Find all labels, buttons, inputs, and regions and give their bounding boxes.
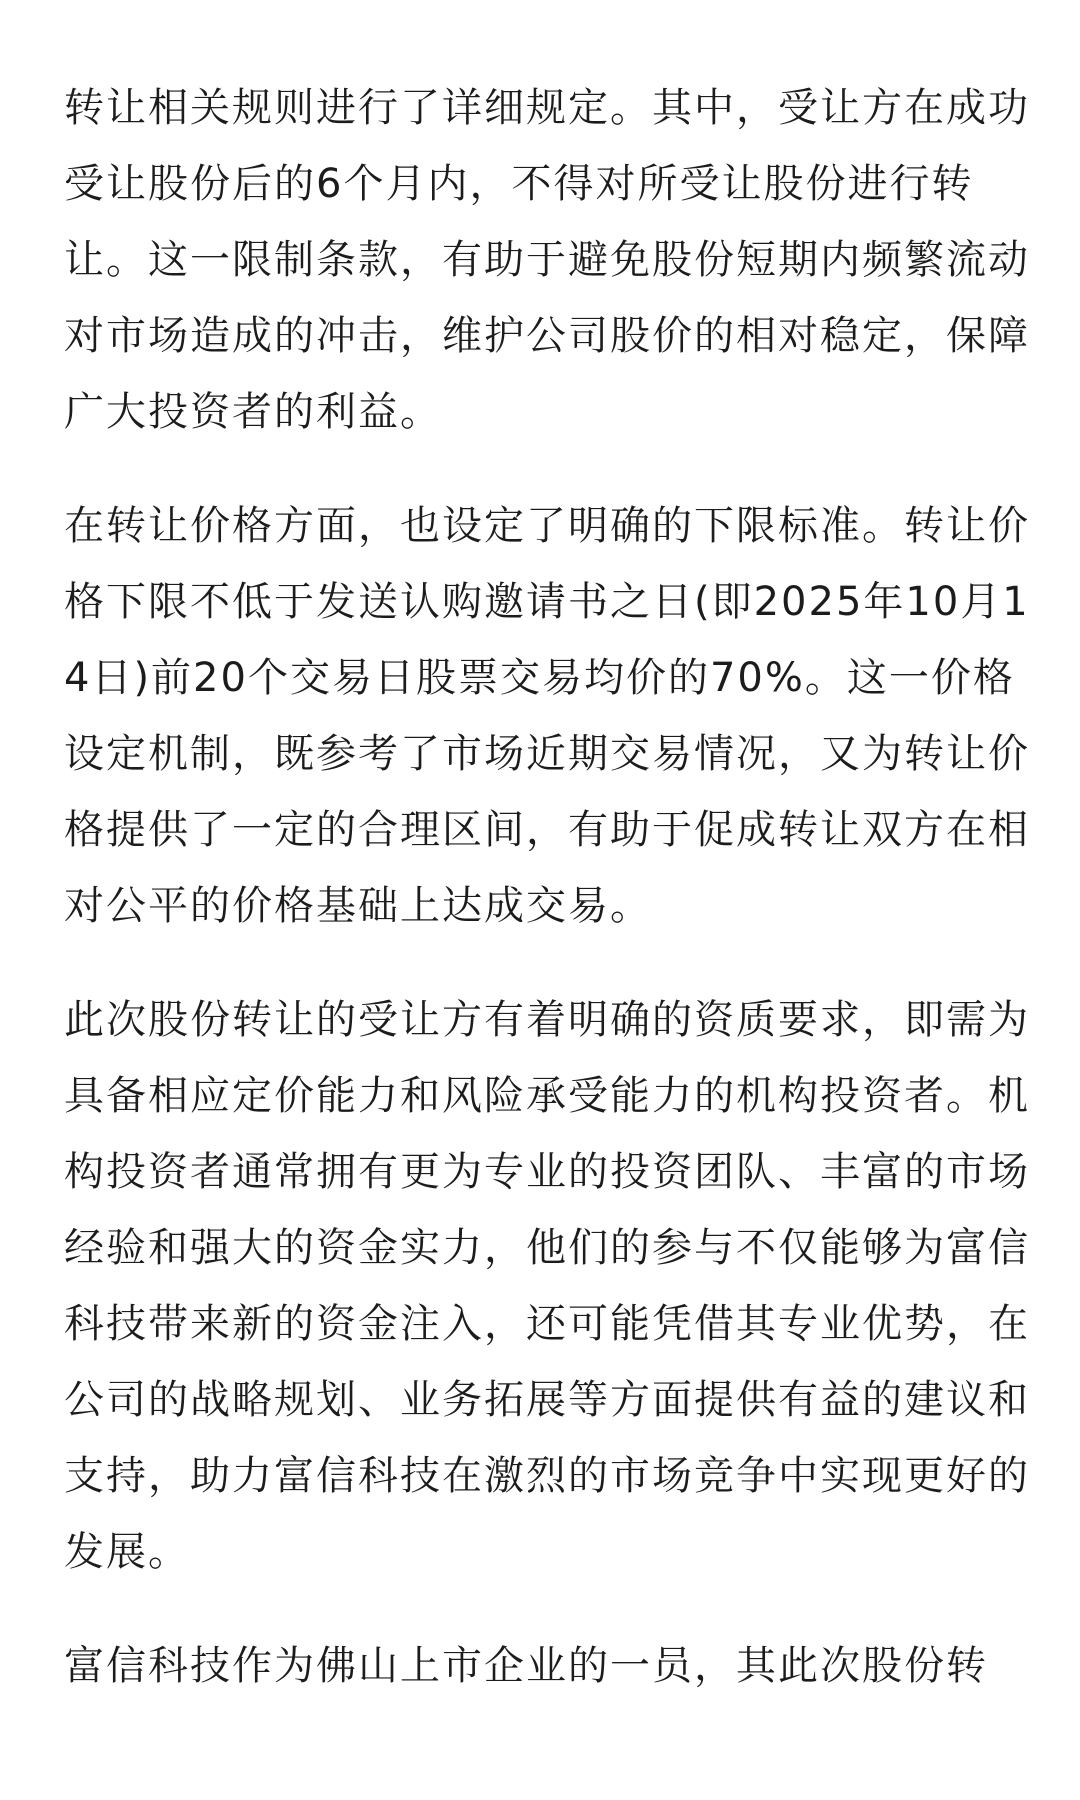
paragraph-company-intro: 富信科技作为佛山上市企业的一员，其此次股份转: [64, 1643, 988, 1689]
paragraph-transfer-restriction: 转让相关规则进行了详细规定。其中，受让方在成功受让股份后的6个月内，不得对所受让股份进行转让。这一限制条款，有助于避免股份短期内频繁流动对市场造成的冲击，维护公司股价的相对稳定，保障广大投资者的利益。: [64, 85, 1030, 435]
paragraph-transferee-qualification: 此次股份转让的受让方有着明确的资质要求，即需为具备相应定价能力和风险承受能力的机构投资者。机构投资者通常拥有更为专业的投资团队、丰富的市场经验和强大的资金实力，他们的参与不仅能够为富信科技带来新的资金注入，还可能凭借其专业优势，在公司的战略规划、业务拓展等方面提供有益的建议和支持，助力富信科技在激烈的市场竞争中实现更好的发展。: [64, 997, 1030, 1575]
paragraph-transfer-price: 在转让价格方面，也设定了明确的下限标准。转让价格下限不低于发送认购邀请书之日(即2025年10月14日)前20个交易日股票交易均价的70%。这一价格设定机制，既参考了市场近期交易情况，又为转让价格提供了一定的合理区间，有助于促成转让双方在相对公平的价格基础上达成交易。: [64, 503, 1030, 929]
